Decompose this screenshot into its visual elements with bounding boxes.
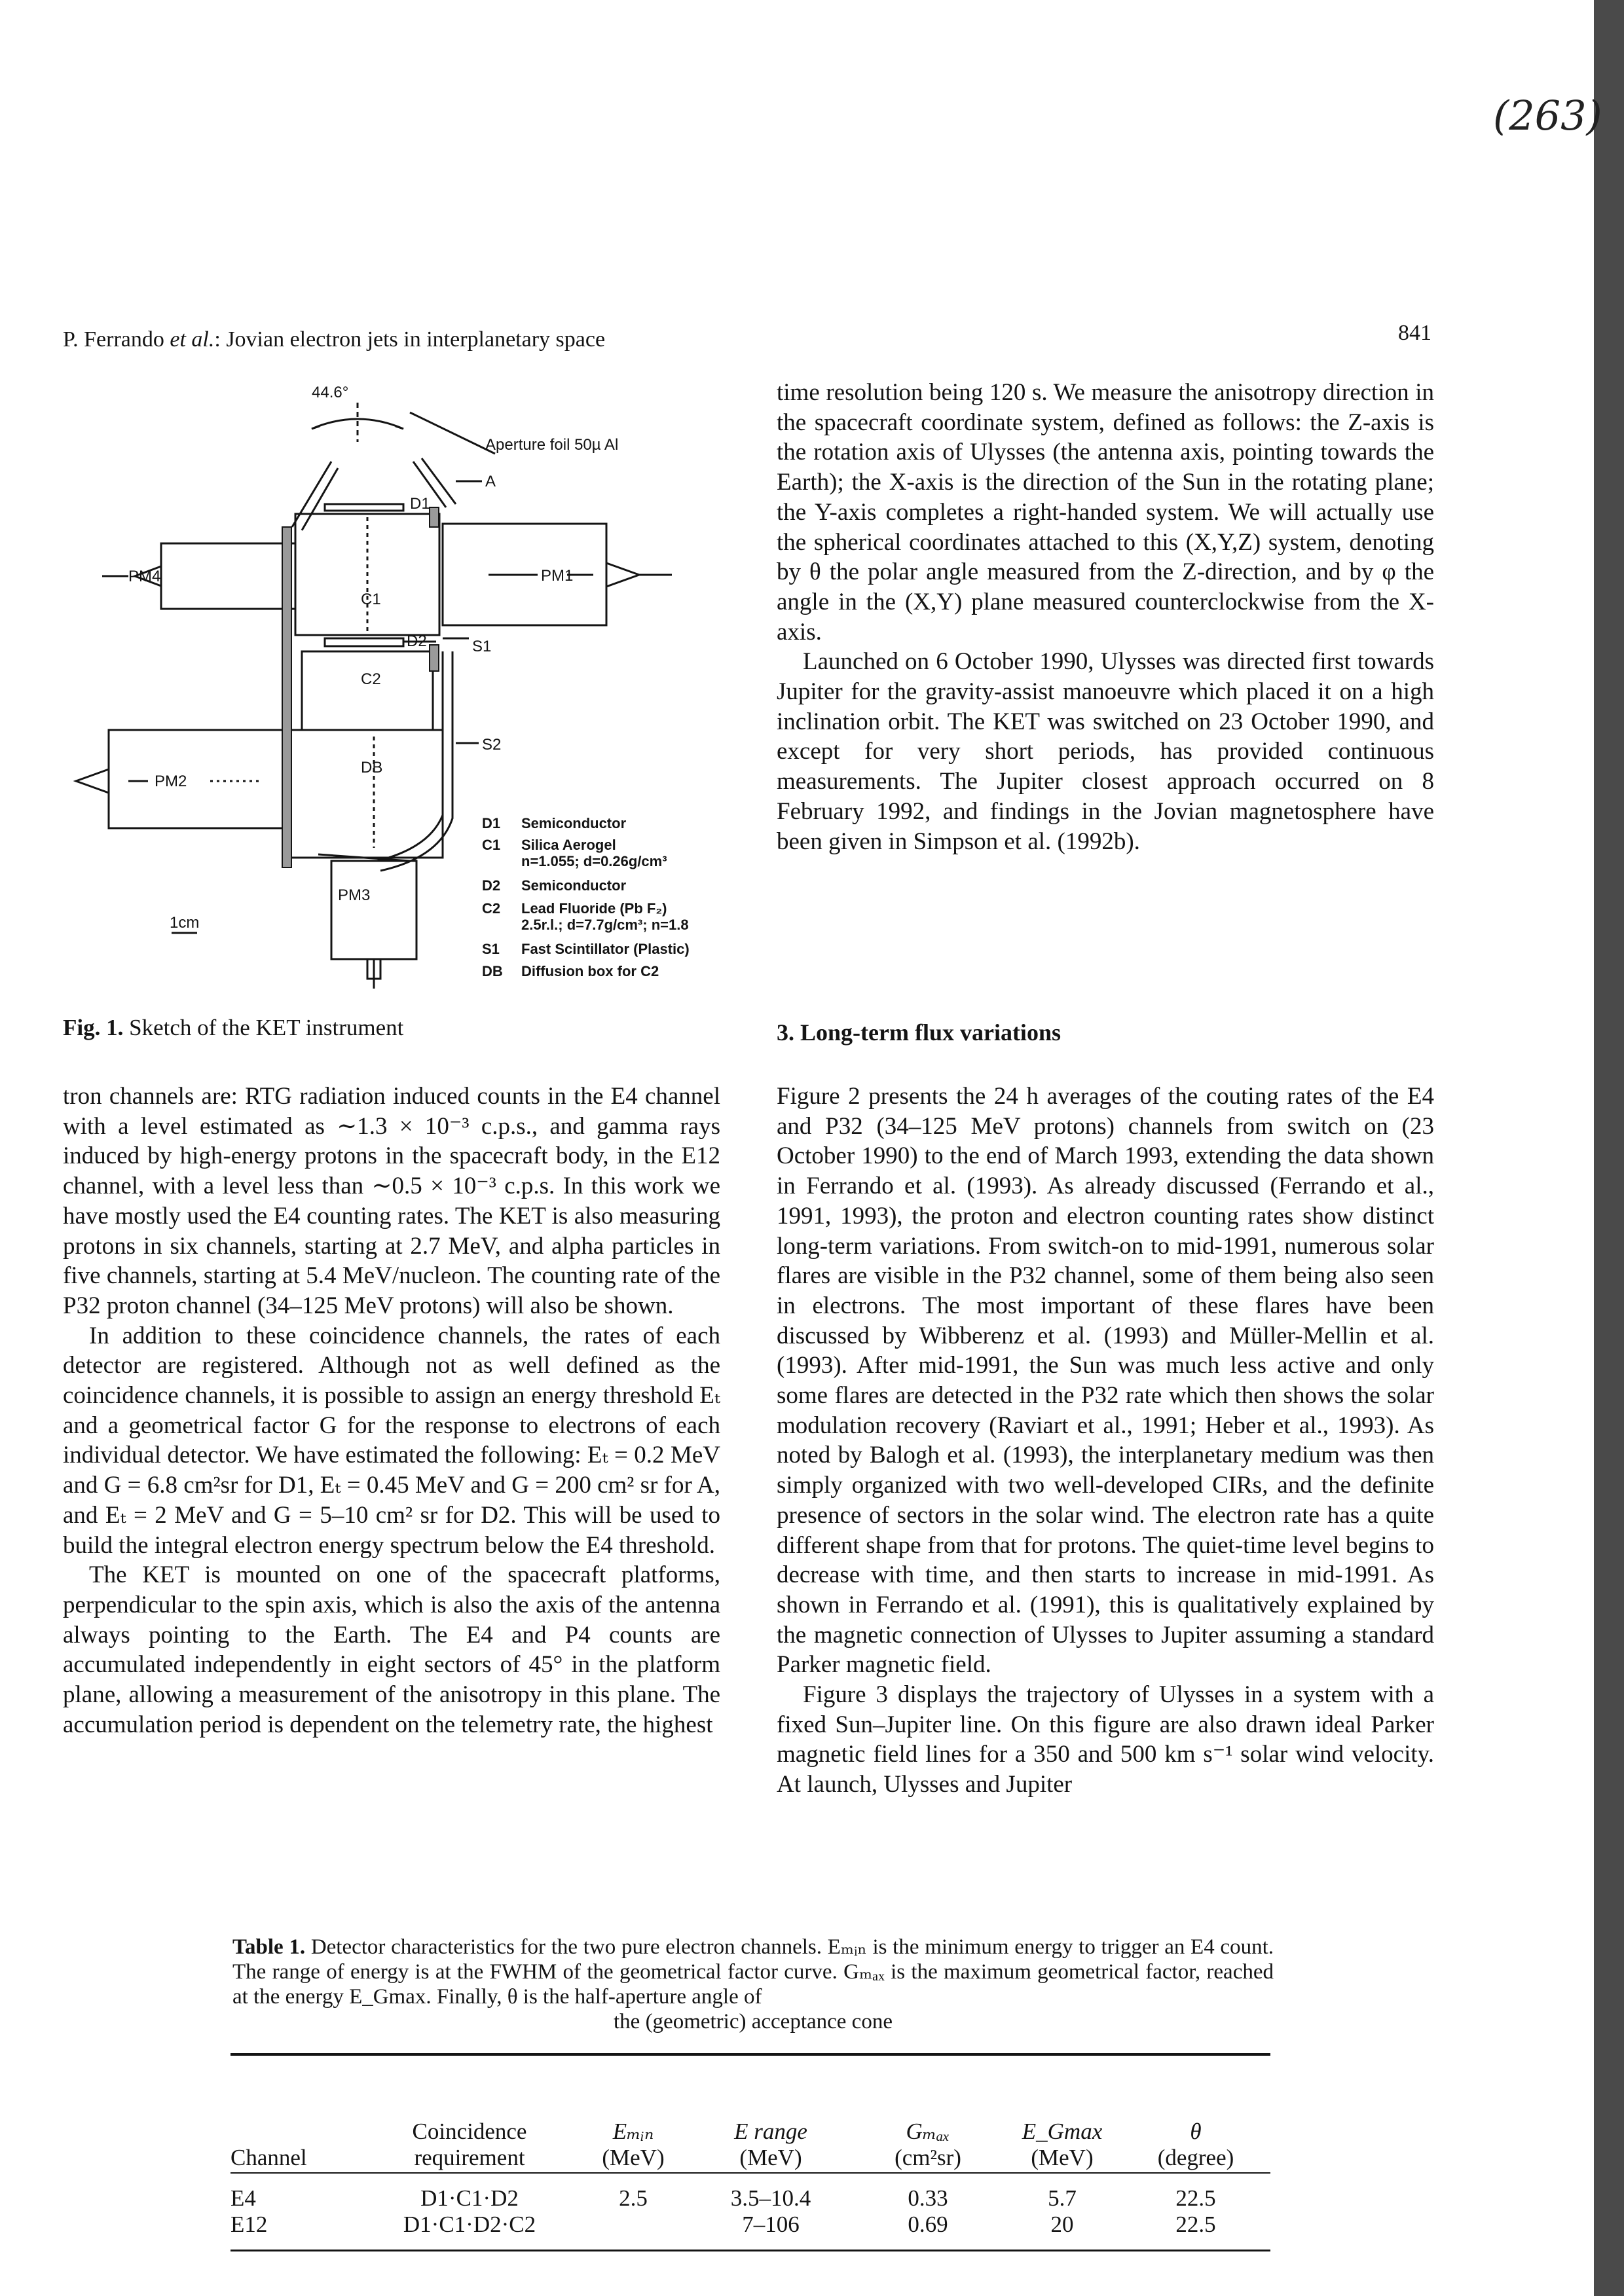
detector-table bbox=[231, 2058, 1270, 2238]
left-column bbox=[63, 1082, 720, 1740]
paragraph: Figure 2 presents the 24 h averages of the couting rates of the E4 and P32 (34–125 MeV protons) channels from switch on (23 October 1990) to the end of March 1993, extending the data shown in Ferrando et al. (1993). As already discussed (Ferrando et al., 1991, 1993), the proton and electron counting rates show distinct long-term variations. From switch-on to mid-1991, numerous solar flares are visible in the P32 channel, some of them being also seen in electrons. The most important of these flares have been discussed by Wibberenz et al. (1993) and Müller-Mellin et al. (1993). After mid-1991, the Sun was much less active and only some flares are detected in the P32 rate which then shows the solar modulation recovery (Raviart et al., 1991; Heber et al., 1993). As noted by Balogh et al. (1993), the interplanetary medium was then simply organized with two well-developed CIRs, and the definite presence of sectors in the solar wind. The electron rate has a quite different shape from that for protons. The quiet-time level begins to decrease with time, and then starts to increase in mid-1991. As shown in Ferrando et al. (1991), this is qualitatively explained by the magnetic connection of Ulysses to Jupiter assuming a standard Parker magnetic field. bbox=[777, 1083, 1434, 1679]
angle-label: 44.6° bbox=[312, 384, 349, 401]
table-row: E4 D1·C1·D2 2.5 3.5–10.4 0.33 5.7 22.5 bbox=[231, 2185, 1216, 2211]
header-egmax: E_Gmax (MeV) bbox=[1022, 2119, 1103, 2170]
scale-label: 1cm bbox=[170, 914, 200, 932]
label-A: A bbox=[485, 473, 496, 490]
page-number: 841 bbox=[1398, 321, 1431, 345]
legend-desc: Semiconductor bbox=[521, 815, 627, 831]
table-caption: Table 1. Detector characteristics for the two pure electron channels. Eₘᵢₙ is the minimum energy to trigger an E4 count. The range of energy is at the FWHM of the geometrical factor curve. Gₘₐₓ is the maximum geometrical factor, reached at the energy E_Gmax. Finally, θ is the half-aperture angle of the (geometric) acceptance cone bbox=[232, 1935, 1274, 2033]
label-PM1: PM1 bbox=[541, 567, 574, 585]
running-head: P. Ferrando et al.: Jovian electron jets in interplanetary space bbox=[63, 327, 606, 352]
label-DB: DB bbox=[361, 759, 383, 776]
aperture-label: Aperture foil 50µ Al bbox=[485, 436, 619, 454]
right-column-top bbox=[777, 378, 1434, 856]
ket-instrument-sketch bbox=[63, 376, 757, 992]
header-theta: θ (degree) bbox=[1157, 2119, 1234, 2170]
label-C1: C1 bbox=[361, 591, 381, 608]
paragraph: tron channels are: RTG radiation induced counts in the E4 channel with a level estimated as ∼1.3 × 10⁻³ c.p.s., and gamma rays induced by high-energy protons in the spacecraft body, in the E12 channel, with a level less than ∼0.5 × 10⁻³ c.p.s. In this work we have mostly used the E4 counting rates. The KET is also measuring protons in six channels, starting at 2.7 MeV, and alpha particles in five channels, starting at 5.4 MeV/nucleon. The counting rate of the P32 proton channel (34–125 MeV protons) will also be shown. bbox=[63, 1083, 720, 1319]
label-D1: D1 bbox=[410, 495, 430, 513]
detector-legend bbox=[482, 815, 690, 979]
legend-desc: n=1.055; d=0.26g/cm³ bbox=[521, 853, 667, 869]
legend-code: C2 bbox=[482, 900, 501, 917]
figure-caption: Fig. 1. Sketch of the KET instrument bbox=[63, 1015, 404, 1040]
table-row: E12 D1·C1·D2·C2 7–106 0.69 20 22.5 bbox=[231, 2212, 1216, 2237]
paragraph: The KET is mounted on one of the spacecraft platforms, perpendicular to the spin axis, which is also the axis of the antenna always pointing to the Earth. The E4 and P4 counts are accumulated independently in eight sectors of 45° in the platform plane, allowing a measurement of the anisotropy in this plane. The accumulation period is dependent on the telemetry rate, the highest bbox=[63, 1561, 720, 1738]
label-S2: S2 bbox=[482, 736, 502, 754]
label-PM4: PM4 bbox=[128, 568, 161, 585]
header-coincidence: Coincidence requirement bbox=[412, 2119, 527, 2170]
legend-desc: Lead Fluoride (Pb F₂) bbox=[521, 900, 667, 917]
scan-border bbox=[1594, 0, 1624, 2296]
header-emin: Eₘᵢₙ (MeV) bbox=[602, 2119, 665, 2170]
legend-code: D1 bbox=[482, 815, 501, 831]
paragraph: Launched on 6 October 1990, Ulysses was directed first towards Jupiter for the gravity-assist manoeuvre which placed it on a high inclination orbit. The KET was switched on 23 October 1990, and except for very short periods, has provided continuous measurements. The Jupiter closest approach occurred on 8 February 1992, and findings in the Jovian magnetosphere have been given in Simpson et al. (1992b). bbox=[777, 648, 1434, 855]
right-column-bottom bbox=[777, 1082, 1434, 1800]
legend-desc: 2.5r.l.; d=7.7g/cm³; n=1.8 bbox=[521, 917, 689, 933]
legend-code: D2 bbox=[482, 877, 501, 894]
label-PM3: PM3 bbox=[338, 886, 371, 904]
header-erange: E range (MeV) bbox=[734, 2119, 807, 2170]
legend-desc: Diffusion box for C2 bbox=[521, 963, 659, 979]
label-PM2: PM2 bbox=[155, 773, 187, 790]
label-C2: C2 bbox=[361, 670, 381, 688]
label-S1: S1 bbox=[472, 638, 492, 655]
paragraph: Figure 3 displays the trajectory of Ulysses in a system with a fixed Sun–Jupiter line. On this figure are also drawn ideal Parker magnetic field lines for a 350 and 500 km s⁻¹ solar wind velocity. At launch, Ulysses and Jupiter bbox=[777, 1681, 1434, 1798]
handwritten-page-note: (263) bbox=[1493, 92, 1602, 139]
legend-desc: Silica Aerogel bbox=[521, 837, 616, 853]
table-bottom-rule bbox=[231, 2250, 1270, 2251]
label-D2: D2 bbox=[407, 632, 427, 650]
legend-code: C1 bbox=[482, 837, 501, 853]
legend-desc: Semiconductor bbox=[521, 877, 627, 894]
legend-code: S1 bbox=[482, 941, 500, 957]
legend-code: DB bbox=[482, 963, 503, 979]
table-top-rule bbox=[231, 2053, 1270, 2056]
paragraph: In addition to these coincidence channels, the rates of each detector are registered. Although not as well defined as the coincidence channels, it is possible to assign an energy threshold Eₜ and a geometrical factor G for the response to electrons of each individual detector. We have estimated the following: Eₜ = 0.2 MeV and G = 6.8 cm²sr for D1, Eₜ = 0.45 MeV and G = 200 cm² sr for A, and Eₜ = 2 MeV and G = 5–10 cm² sr for D2. This will be used to build the integral electron energy spectrum below the E4 threshold. bbox=[63, 1322, 720, 1559]
paragraph: time resolution being 120 s. We measure the anisotropy direction in the spacecraft coordinate system, defined as follows: the Z-axis is the rotation axis of Ulysses (the antenna axis, pointing towards the Earth); the X-axis is the direction of the Sun in the rotating plane; the Y-axis completes a right-handed system. We will actually use the spherical coordinates attached to this (X,Y,Z) system, denoting by θ the polar angle measured from the Z-direction, and by φ the angle in the (X,Y) plane measured counterclockwise from the X-axis. bbox=[777, 379, 1434, 646]
header-gmax: Gₘₐₓ (cm²sr) bbox=[895, 2119, 961, 2170]
legend-desc: Fast Scintillator (Plastic) bbox=[521, 941, 690, 957]
section-heading: 3. Long-term flux variations bbox=[777, 1019, 1061, 1046]
header-channel: Channel bbox=[231, 2145, 307, 2170]
